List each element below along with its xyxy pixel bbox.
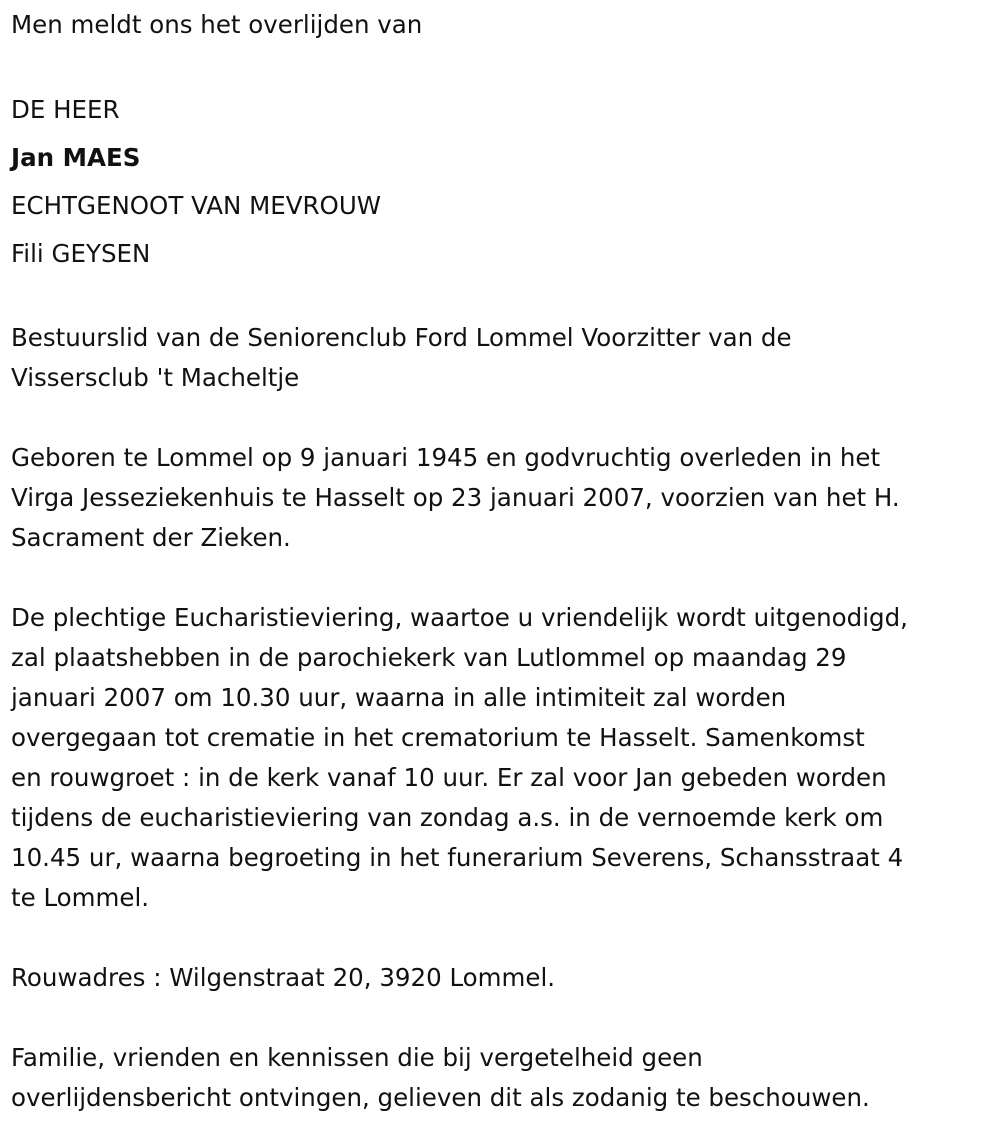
closing-paragraph <box>11 1038 1000 1118</box>
paragraph-line: Virga Jesseziekenhuis te Hasselt op 23 januari 2007, voorzien van het H. <box>11 483 900 512</box>
paragraph-line: 10.45 ur, waarna begroeting in het funerarium Severens, Schansstraat 4 <box>11 843 904 872</box>
paragraph-line: tijdens de eucharistieviering van zondag a.s. in de vernoemde kerk om <box>11 803 884 832</box>
paragraph-line: Geboren te Lommel op 9 januari 1945 en godvruchtig overleden in het <box>11 443 881 472</box>
paragraph-line: Familie, vrienden en kennissen die bij vergetelheid geen <box>11 1043 703 1072</box>
spacer <box>11 998 1000 1038</box>
spacer <box>11 278 1000 318</box>
deceased-name: Jan MAES <box>11 143 141 172</box>
paragraph-line: januari 2007 om 10.30 uur, waarna in alle intimiteit zal worden <box>11 683 787 712</box>
mourning-address: Rouwadres : Wilgenstraat 20, 3920 Lommel. <box>11 963 556 992</box>
paragraph-line: te Lommel. <box>11 883 150 912</box>
paragraph-line: zal plaatshebben in de parochiekerk van Lutlommel op maandag 29 <box>11 643 847 672</box>
paragraph-line: Sacrament der Zieken. <box>11 523 291 552</box>
title-line: DE HEER <box>11 95 120 124</box>
spouse-label: ECHTGENOOT VAN MEVROUW <box>11 191 382 220</box>
paragraph-line: overgegaan tot crematie in het crematorium te Hasselt. Samenkomst <box>11 723 865 752</box>
spacer <box>11 398 1000 438</box>
spacer <box>11 558 1000 598</box>
intro-line: Men meldt ons het overlijden van <box>11 10 423 39</box>
spacer <box>11 45 1000 86</box>
birth-death-paragraph <box>11 438 1000 558</box>
ceremony-paragraph <box>11 598 1000 918</box>
paragraph-line: overlijdensbericht ontvingen, gelieven dit als zodanig te beschouwen. <box>11 1083 870 1112</box>
paragraph-line: Vissersclub 't Macheltje <box>11 363 300 392</box>
paragraph-line: Bestuurslid van de Seniorenclub Ford Lommel Voorzitter van de <box>11 323 792 352</box>
paragraph-line: De plechtige Eucharistieviering, waartoe u vriendelijk wordt uitgenodigd, <box>11 603 908 632</box>
spouse-name: Fili GEYSEN <box>11 239 151 268</box>
paragraph-line: en rouwgroet : in de kerk vanaf 10 uur. Er zal voor Jan gebeden worden <box>11 763 887 792</box>
roles-paragraph <box>11 318 1000 398</box>
spacer <box>11 918 1000 958</box>
